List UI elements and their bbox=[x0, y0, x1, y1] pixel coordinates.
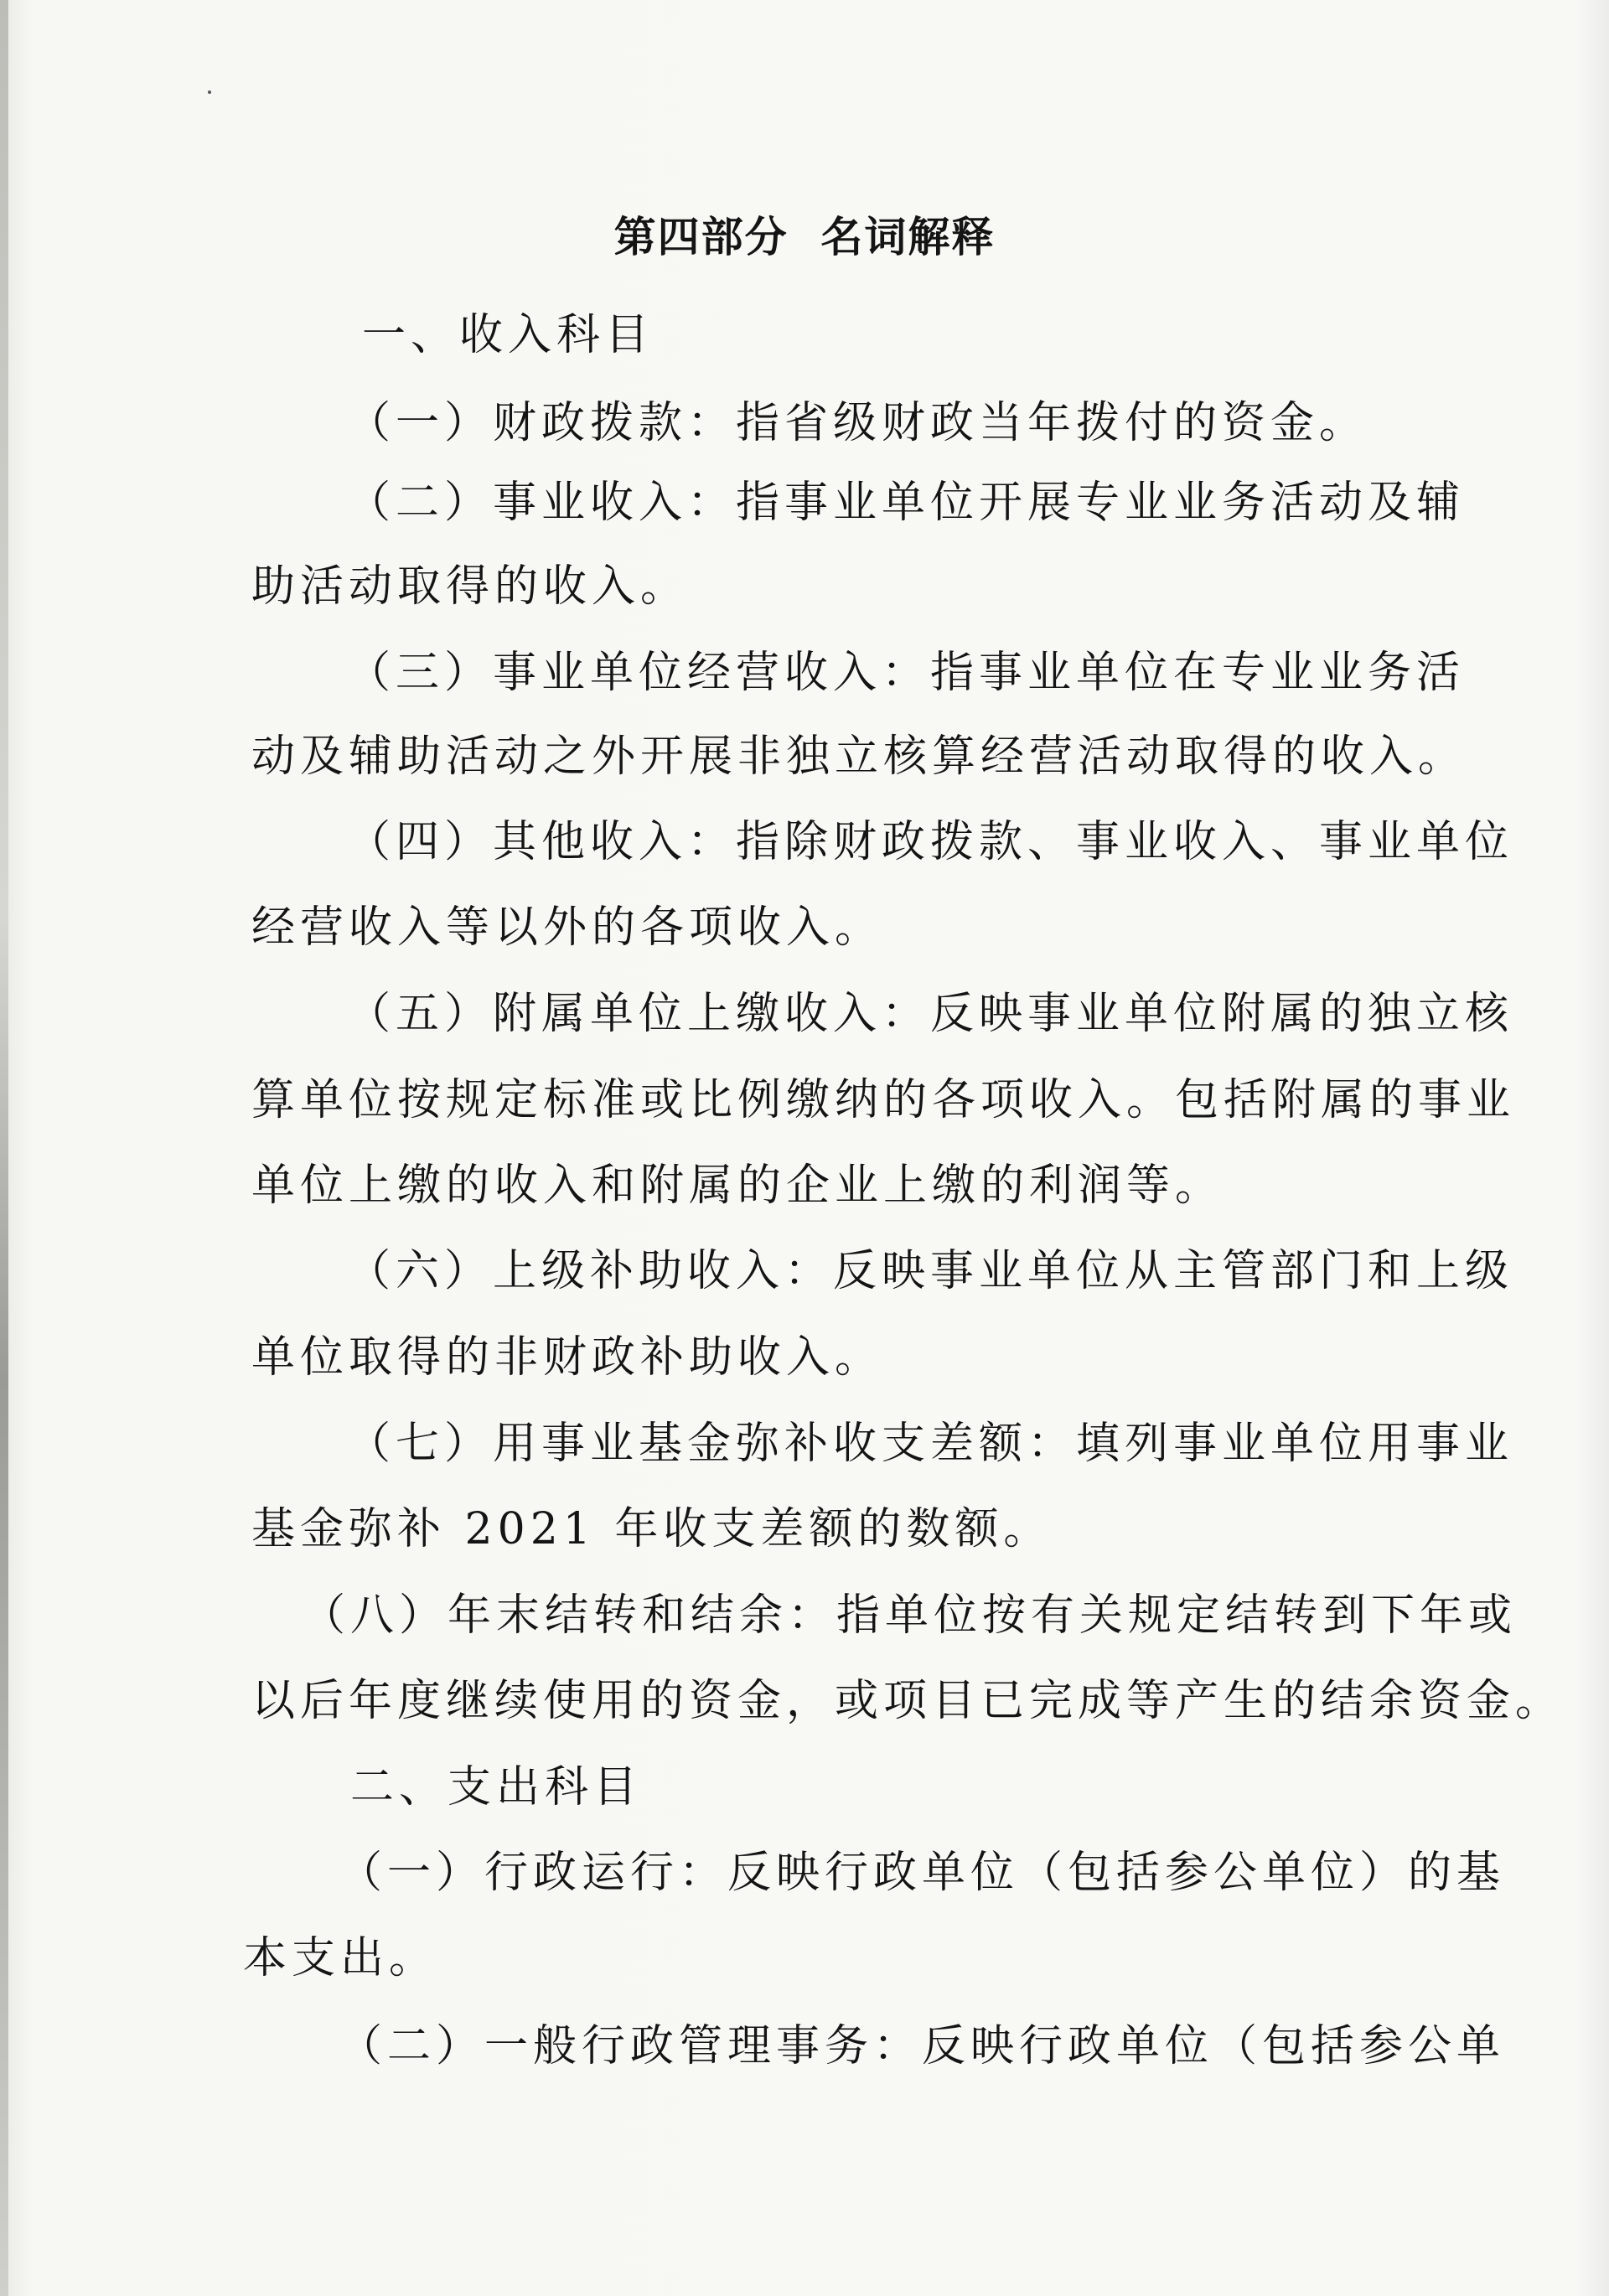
para-line: （七）用事业基金弥补收支差额：填列事业单位用事业 bbox=[347, 1419, 1514, 1469]
para-line: 动及辅助活动之外开展非独立核算经营活动取得的收入。 bbox=[251, 732, 1467, 782]
para-line: （五）附属单位上缴收入：反映事业单位附属的独立核 bbox=[347, 989, 1514, 1039]
heading-expenditure-subjects: 二、支出科目 bbox=[350, 1762, 643, 1812]
para-line: （二）事业收入：指事业单位开展专业业务活动及辅 bbox=[347, 478, 1466, 528]
heading-income-subjects: 一、收入科目 bbox=[362, 310, 654, 360]
para-line: （八）年末结转和结余：指单位按有关规定结转到下年或 bbox=[302, 1590, 1518, 1641]
scan-edge-shadow bbox=[0, 0, 8, 2296]
para-line: 算单位按规定标准或比例缴纳的各项收入。包括附属的事业 bbox=[251, 1075, 1516, 1125]
para-line: 单位上缴的收入和附属的企业上缴的利润等。 bbox=[251, 1161, 1224, 1211]
para-line: 以后年度继续使用的资金，或项目已完成等产生的结余资金。 bbox=[251, 1676, 1565, 1726]
para-line: （一）财政拨款：指省级财政当年拨付的资金。 bbox=[347, 398, 1368, 448]
section-title: 第四部分 名词解释 bbox=[613, 212, 996, 261]
para-line: （一）行政运行：反映行政单位（包括参公单位）的基 bbox=[339, 1848, 1506, 1898]
para-line: （四）其他收入：指除财政拨款、事业收入、事业单位 bbox=[347, 817, 1514, 867]
para-line: 经营收入等以外的各项收入。 bbox=[251, 902, 884, 953]
para-line: （二）一般行政管理事务：反映行政单位（包括参公单 bbox=[339, 2021, 1506, 2071]
para-line: 基金弥补 2021 年收支差额的数额。 bbox=[251, 1504, 1053, 1554]
para-line: 助活动取得的收入。 bbox=[251, 561, 690, 612]
para-line: 单位取得的非财政补助收入。 bbox=[251, 1332, 884, 1383]
para-line: （三）事业单位经营收入：指事业单位在专业业务活 bbox=[347, 648, 1466, 698]
para-line: （六）上级补助收入：反映事业单位从主管部门和上级 bbox=[347, 1246, 1514, 1296]
para-line: 本支出。 bbox=[243, 1933, 438, 1983]
scan-speck bbox=[208, 90, 211, 94]
